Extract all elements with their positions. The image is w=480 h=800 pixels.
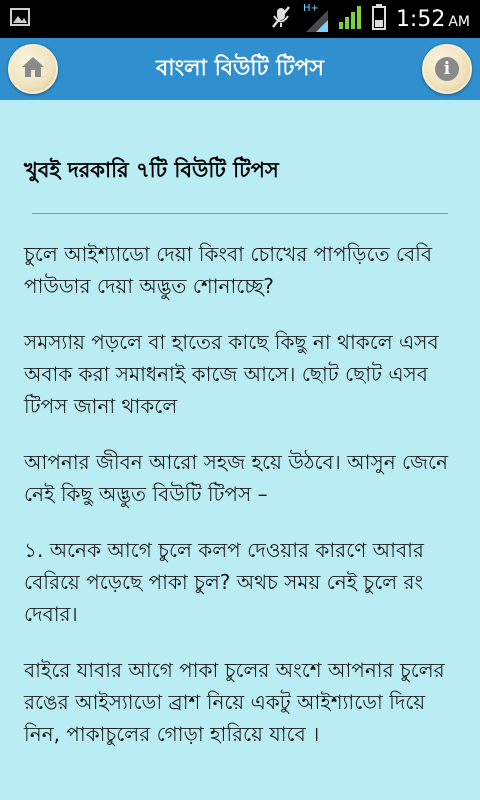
status-clock bbox=[396, 7, 470, 32]
article-heading: খুবই দরকারি ৭টি বিউটি টিপস bbox=[24, 158, 279, 182]
article-content bbox=[0, 154, 480, 750]
article-paragraph: সমস্যায় পড়লে বা হাতের কাছে কিছু না থাকলে এসব অবাক করা সমাধনাই কাজে আসে। ছোট ছোট এসব টিপস জানা থাকলে bbox=[24, 330, 439, 418]
article-paragraph: চুলে আইশ্যাডো দেয়া কিংবা চোখের পাপড়িতে বেবি পাউডার দেয়া অদ্ভুত শোনাচ্ছে? bbox=[24, 242, 433, 298]
heading-divider bbox=[32, 213, 448, 214]
article-paragraph: ১. অনেক আগে চুলে কলপ দেওয়ার কারণে আবার বেরিয়ে পড়েছে পাকা চুল? অথচ সময় নেই চুলে রং দেবার। bbox=[24, 538, 424, 626]
clock-ampm: AM bbox=[448, 13, 470, 30]
app-title: বাংলা বিউটি টিপস bbox=[156, 55, 324, 81]
image-icon bbox=[10, 8, 30, 30]
mute-icon bbox=[270, 5, 292, 33]
network-type-label: H+ bbox=[302, 3, 319, 14]
signal-icon bbox=[338, 4, 362, 34]
home-icon bbox=[21, 55, 45, 83]
info-button[interactable] bbox=[422, 44, 472, 94]
article-paragraph: আপনার জীবন আরো সহজ হয়ে উঠবে। আসুন জেনে নেই কিছু অদ্ভুত বিউটি টিপস – bbox=[24, 450, 448, 506]
article-paragraph: বাইরে যাবার আগে পাকা চুলের অংশে আপনার চুলের রঙের আইস্যাডো ব্রাশ নিয়ে একটু আইশ্যাডো দিয়ে নিন, পাকাচুলের গোড়া হারিয়ে যাবে । bbox=[24, 658, 445, 746]
app-bar bbox=[0, 38, 480, 100]
info-icon: i bbox=[435, 57, 459, 81]
battery-icon bbox=[372, 4, 386, 34]
network-icon bbox=[302, 3, 328, 32]
status-bar bbox=[0, 0, 480, 38]
home-button[interactable] bbox=[8, 44, 58, 94]
clock-time: 1:52 bbox=[395, 6, 446, 32]
